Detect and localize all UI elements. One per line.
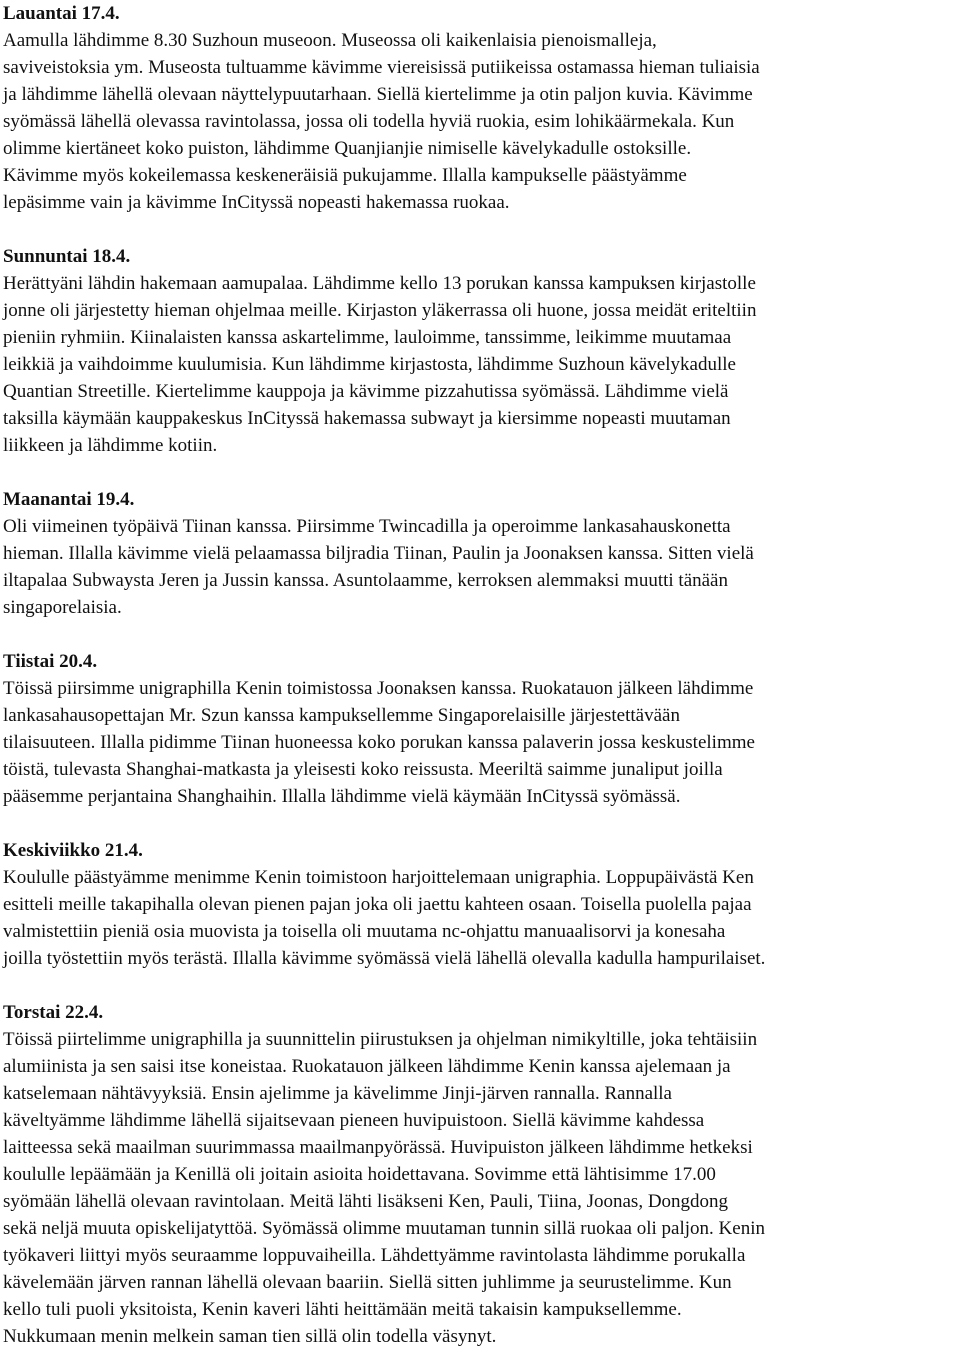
diary-entry	[3, 243, 960, 459]
entry-text-line: Aamulla lähdimme 8.30 Suzhoun museoon. Museossa oli kaikenlaisia pienoismalleja,	[3, 30, 657, 51]
entry-text-line: alumiinista ja sen saisi itse koneistaa. Ruokatauon jälkeen lähdimme Kenin kanssa ajelemaan ja	[3, 1056, 731, 1077]
entry-text-line: Koululle päästyämme menimme Kenin toimistoon harjoittelemaan unigraphia. Loppupäivästä Ken	[3, 867, 754, 888]
entry-text-line: tilaisuuteen. Illalla pidimme Tiinan huoneessa koko porukan kanssa palaverin jossa keskustelimme	[3, 732, 755, 753]
entry-text-line: joilla työstettiin myös terästä. Illalla kävimme syömässä vielä lähellä olevalla kadulla hampurilaiset.	[3, 948, 766, 969]
entry-text-line: pieniin ryhmiin. Kiinalaisten kanssa askartelimme, lauloimme, tanssimme, leikimme muutamaa	[3, 327, 732, 348]
entry-date-heading: Torstai 22.4.	[3, 1002, 104, 1023]
entry-text-line: Töissä piirsimme unigraphilla Kenin toimistossa Joonaksen kanssa. Ruokatauon jälkeen lähdimme	[3, 678, 754, 699]
diary-entry	[3, 0, 960, 216]
entry-date-heading: Maanantai 19.4.	[3, 489, 135, 510]
entry-text-line: kävelemään järven rannan lähellä olevaan baariin. Siellä sitten juhlimme ja seurustelimme. Kun	[3, 1272, 732, 1293]
entry-text-line: Töissä piirtelimme unigraphilla ja suunnittelin piirustuksen ja ohjelman nimikyltille, joka tehtäisiin	[3, 1029, 758, 1050]
entry-text-line: koululle lepäämään ja Kenillä oli joitain asioita hoidettavana. Sovimme että lähtisimme 17.00	[3, 1164, 716, 1185]
entry-text-line: syömässä lähellä olevassa ravintolassa, jossa oli todella hyviä ruokia, esim lohikäärmekala. Kun	[3, 111, 735, 132]
diary-entry	[3, 837, 960, 972]
entry-date-heading: Tiistai 20.4.	[3, 651, 98, 672]
entry-text-line: sekä neljä muuta opiskelijatyttöä. Syömässä olimme muutaman tunnin sillä ruokaa oli paljon. Kenin	[3, 1218, 765, 1239]
entry-text-line: leikkiä ja vaihdoimme kuulumisia. Kun lähdimme kirjastosta, lähdimme Suzhoun kävelykadulle	[3, 354, 736, 375]
entry-text-line: pääsemme perjantaina Shanghaihin. Illalla lähdimme vielä käymään InCityssä syömässä.	[3, 786, 681, 807]
entry-text-line: syömään lähellä olevaan ravintolaan. Meitä lähti lisäkseni Ken, Pauli, Tiina, Joonas, Dongdong	[3, 1191, 729, 1212]
diary-entry	[3, 999, 960, 1350]
entry-text-line: työkaveri liittyi myös seuraamme loppuvaiheilla. Lähdettyämme ravintolasta lähdimme porukalla	[3, 1245, 746, 1266]
entry-text-line: hieman. Illalla kävimme vielä pelaamassa biljradia Tiinan, Paulin ja Joonaksen kanssa. Sitten vielä	[3, 543, 754, 564]
entry-text-line: lepäsimme vain ja kävimme InCityssä nopeasti hakemassa ruokaa.	[3, 192, 510, 213]
entry-date-heading: Lauantai 17.4.	[3, 3, 120, 24]
entry-text-line: Quantian Streetille. Kiertelimme kauppoja ja kävimme pizzahutissa syömässä. Lähdimme vielä	[3, 381, 729, 402]
entry-text-line: Kävimme myös kokeilemassa keskeneräisiä pukujamme. Illalla kampukselle päästyämme	[3, 165, 687, 186]
entry-text-line: katselemaan nähtävyyksiä. Ensin ajelimme ja kävelimme Jinji-järven rannalla. Rannalla	[3, 1083, 672, 1104]
entry-text-line: kello tuli puoli yksitoista, Kenin kaveri lähti heittämään meitä takaisin kampuksellemme.	[3, 1299, 682, 1320]
entry-text-line: Oli viimeinen työpäivä Tiinan kanssa. Piirsimme Twincadilla ja operoimme lankasahauskonetta	[3, 516, 731, 537]
entry-text-line: esitteli meille takapihalla olevan pienen pajan joka oli jaettu kahteen osaan. Toisella puolella pajaa	[3, 894, 752, 915]
entry-text-line: töistä, tulevasta Shanghai-matkasta ja yleisesti koko reissusta. Meeriltä saimme junaliput joilla	[3, 759, 723, 780]
entry-text-line: laitteessa sekä maailman suurimmassa maailmanpyörässä. Huvipuiston jälkeen lähdimme hetkeksi	[3, 1137, 753, 1158]
entry-text-line: käveltyämme lähdimme lähellä sijaitsevaan pieneen huvipuistoon. Siellä kävimme kahdessa	[3, 1110, 705, 1131]
entry-text-line: ja lähdimme lähellä olevaan näyttelypuutarhaan. Siellä kiertelimme ja otin paljon kuvia. Kävimme	[3, 84, 753, 105]
entry-text-line: valmistettiin pieniä osia muovista ja toisella oli muutama nc-ohjattu manuaalisorvi ja konesaha	[3, 921, 726, 942]
entry-text-line: Herättyäni lähdin hakemaan aamupalaa. Lähdimme kello 13 porukan kanssa kampuksen kirjastolle	[3, 273, 756, 294]
entry-text-line: singaporelaisia.	[3, 597, 122, 618]
entry-text-line: liikkeen ja lähdimme kotiin.	[3, 435, 218, 456]
entry-text-line: saviveistoksia ym. Museosta tultuamme kävimme viereisissä putiikeissa ostamassa hieman tuliaisia	[3, 57, 760, 78]
entry-text-line: taksilla käymään kauppakeskus InCityssä hakemassa subwayt ja kiersimme nopeasti muutaman	[3, 408, 731, 429]
entry-text-line: lankasahausopettajan Mr. Szun kanssa kampuksellemme Singaporelaisille järjestettävään	[3, 705, 680, 726]
entry-text-line: iltapalaa Subwaysta Jeren ja Jussin kanssa. Asuntolaamme, kerroksen alemmaksi muutti tänään	[3, 570, 728, 591]
entry-text-line: jonne oli järjestetty hieman ohjelmaa meille. Kirjaston yläkerrassa oli huone, jossa meidät eriteltiin	[3, 300, 757, 321]
diary-entry	[3, 486, 960, 621]
entry-text-line: Nukkumaan menin melkein saman tien sillä olin todella väsynyt.	[3, 1326, 497, 1347]
diary-entry	[3, 648, 960, 810]
entry-date-heading: Keskiviikko 21.4.	[3, 840, 143, 861]
entry-date-heading: Sunnuntai 18.4.	[3, 246, 131, 267]
entry-text-line: olimme kiertäneet koko puiston, lähdimme Quanjianjie nimiselle kävelykadulle ostoksille.	[3, 138, 692, 159]
